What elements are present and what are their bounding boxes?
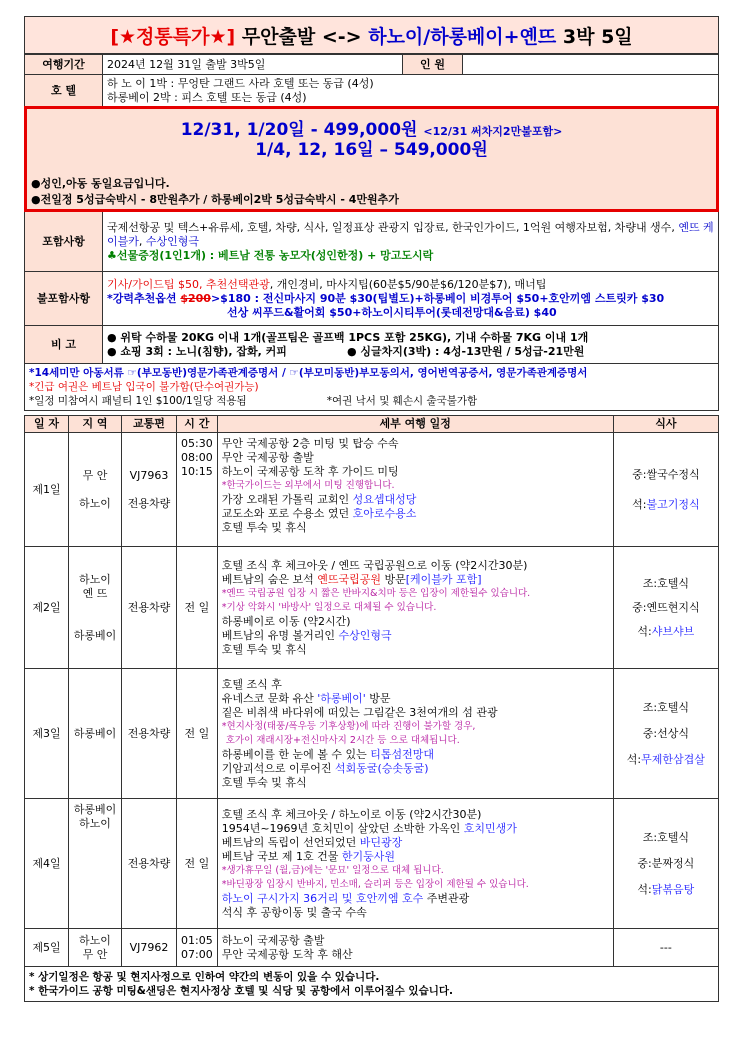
price-note-2: ●전일정 5성급숙박시 - 8만원추가 / 하롱베이2박 5성급숙박시 - 4만원추가 [31,193,399,206]
itinerary-page [24,16,719,1002]
surcharge-note: <12/31 써차지2만불포함> [423,125,563,138]
people-value [463,55,719,75]
page-title [24,16,719,54]
remark-content: ● 위탁 수하물 20KG 이내 1개(골프팀은 골프백 1PCS 포함 25KG), 기내 수하물 7KG 이내 1개 ● 쇼핑 3회 : 노니(침향), 잡화, 커피 ● 싱글차지(3박) : 4성-13만원 / 5성급-21만원 [103,326,719,364]
title-departure: 무안출발 <-> [241,25,362,48]
period-label: 여행기간 [25,55,103,75]
price-line-2: 1/4, 12, 16일 – 549,000원 [255,140,488,160]
conditions-table [24,211,719,364]
gift-note: ♣선물증정(1인1개) : 베트남 전통 농모자(성인한정) + 망고도시락 [107,248,434,262]
day1-row: 제1일 무 안 하노이 VJ7963 전용차량 05:30 08:00 10:15 무안 국제공항 2층 미팅 및 탑승 수속 무안 국제공항 출발 하노이 국제공항 도착 후 가이드 미팅 *한국가이드는 외부에서 미팅 진행합니다. 가장 오래된 가톨릭 교회인 성요셉대성당 교도소와 포로 수용소 였던 호아로수용소 호텔 투숙 및 휴식 중:쌀국수정식 석:불고기정식 [25,433,719,547]
exclude-label: 불포함사항 [25,272,103,326]
people-label: 인 원 [403,55,463,75]
remark-label: 비 고 [25,326,103,364]
notes-block [24,364,719,411]
include-label: 포함사항 [25,212,103,272]
day5-row: 제5일 하노이 무 안 VJ7962 01:05 07:00 하노이 국제공항 출발 무안 국제공항 도착 후 해산 --- [25,929,719,967]
hotel-halong: 하롱베이 2박 : 피스 호텔 또는 동급 (4성) [107,90,307,104]
day4-row: 제4일 하롱베이 하노이 전용차량 전 일 호텔 조식 후 체크아웃 / 하노이로 이동 (약2시간30분) 1954년~1969년 호치민이 살았던 소박한 가옥인 호치민생가 베트남의 독립이 선언되었던 바딘광장 베트남 국보 제 1호 건물 한기둥사원 *생가휴무일 (월,금)에는 '문묘' 일정으로 대체 됩니다. *바딘광장 입장시 반바지, 민소매, 슬리퍼 등은 입장이 제한될 수 있습니다. 하노이 구시가지 36거리 및 호안끼엠 호수 주변관광 석식 후 공항이동 및 출국 수속 조:호텔식 중:분짜정식 석:닭볶음탕 [25,799,719,929]
day2-row: 제2일 하노이 옌 뜨 하롱베이 전용차량 전 일 호텔 조식 후 체크아웃 / 옌뜨 국립공원으로 이동 (약2시간30분) 베트남의 숨은 보석 옌뜨국립공원 방문[케이블카 포함] *옌뜨 국립공원 입장 시 짧은 반바지&치마 등은 입장이 제한될수 있습니다. *기상 악화시 '바방사' 일정으로 대체될 수 있습니다. 하롱베이로 이동 (약2시간) 베트남의 유명 볼거리인 수상인형극 호텔 투숙 및 휴식 조:호텔식 중:옌뜨현지식 석:샤브샤브 [25,547,719,669]
hotel-label: 호 텔 [25,75,103,107]
footer-notes: * 상기일정은 항공 및 현지사정으로 인하여 약간의 변동이 있을 수 있습니다. * 한국가이드 공항 미팅&샌딩은 현지사정상 호텔 및 식당 및 공항에서 이루어질수 있습니다. [24,967,719,1002]
price-line-1: 12/31, 1/20일 - 499,000원 <12/31 써차지2만불포함> [180,120,563,140]
info-table [24,54,719,107]
day3-row: 제3일 하롱베이 전용차량 전 일 호텔 조식 후 유네스코 문화 유산 '하롱베이' 방문 짙은 비취색 바다위에 떠있는 그림같은 3천여개의 섬 관광 *현지사정(태풍/폭우등 기후상황)에 따라 진행이 불가할 경우, 호가이 재래시장+전신마사지 2시간 등 으로 대체됩니다. 하롱베이를 한 눈에 볼 수 있는 티톱섬전망대 기암괴석으로 이루어진 석회동굴(승솟동굴) 호텔 투숙 및 휴식 조:호텔식 중:선상식 석:무제한삼겹살 [25,669,719,799]
schedule-table [24,415,719,967]
passport-note: *긴급 여권은 베트남 입국이 불가함(단수여권가능) [29,381,259,393]
title-duration: 3박 5일 [562,25,633,48]
exclude-content: 기사/가이드팁 $50, 추천선택관광, 개인경비, 마사지팁(60분$5/90분$6/120분$7), 매너팁 *강력추천옵션 $200>$180 : 전신마사지 90분 $30(팁별도)+하롱베이 비경투어 $50+호안끼엠 스트릿카 $30 선상 씨푸드&활어회 $50+하노이시티투어(롯데전망대&음료) $40 [103,272,719,326]
schedule-header: 일 자 지 역 교통편 시 간 세부 여행 일정 식사 [25,416,719,433]
penalty-note: *일정 미참여시 패널티 1인 $100/1일당 적용됨 *여권 낙서 및 훼손시 출국불가함 [29,395,478,407]
include-content: 국제선항공 및 텍스+유류세, 호텔, 차량, 식사, 일정표상 관광지 입장료, 한국인가이드, 1억원 여행자보험, 차량내 생수, 옌뜨 케이블카, 수상인형극 ♣선물증정(1인1개) : 베트남 전통 농모자(성인한정) + 망고도시락 [103,212,719,272]
child-docs-note: *14세미만 아동서류 ☞(부모동반)영문가족관계증명서 / ☞(부모미동반)부모동의서, 영어번역공증서, 영문가족관계증명서 [29,367,588,379]
title-destination: 하노이/하롱베이+옌뜨 [368,25,557,48]
title-bracket: [★정통특가★] [110,25,236,48]
hotel-hanoi: 하 노 이 1박 : 무엉탄 그랜드 사라 호텔 또는 동급 (4성) [107,76,374,90]
hotel-info [103,75,719,107]
price-box [24,106,719,212]
period-value: 2024년 12월 31일 출발 3박5일 [103,55,403,75]
price-note-1: ●성인,아동 동일요금입니다. [31,177,170,190]
